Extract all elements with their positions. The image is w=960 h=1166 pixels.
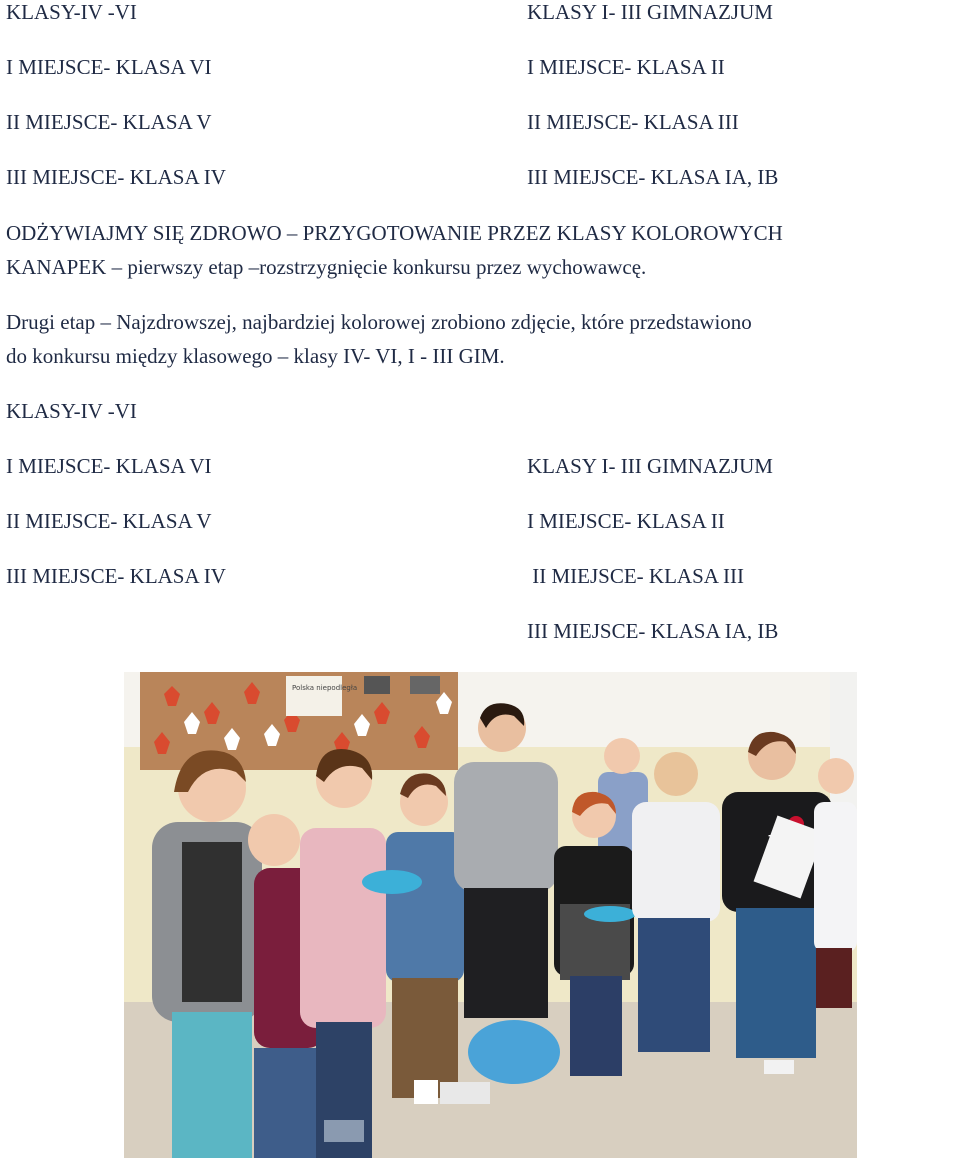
event-photo-illustration — [124, 672, 857, 1158]
paragraph-healthy-eating — [6, 216, 956, 284]
section2-right-item: III MIEJSCE- KLASA IA, IB — [527, 619, 779, 643]
section1-left-heading: KLASY-IV -VI — [6, 0, 137, 24]
section1-right-item: III MIEJSCE- KLASA IA, IB — [527, 165, 779, 189]
section2-left-item: II MIEJSCE- KLASA V — [6, 509, 212, 533]
board-note — [286, 676, 342, 716]
section1-left-item: I MIEJSCE- KLASA VI — [6, 55, 212, 79]
board-note-text: Polska niepodległa — [292, 684, 358, 692]
section2-left-heading: KLASY-IV -VI — [6, 399, 137, 423]
section1-right-item: I MIEJSCE- KLASA II — [527, 55, 725, 79]
paragraph-second-stage — [6, 305, 956, 373]
section2-left-item: III MIEJSCE- KLASA IV — [6, 564, 226, 588]
section2-right-heading: KLASY I- III GIMNAZJUM — [527, 454, 773, 478]
section1-right-heading: KLASY I- III GIMNAZJUM — [527, 0, 773, 24]
section2-right-item: II MIEJSCE- KLASA III — [527, 564, 744, 588]
section1-left-item: II MIEJSCE- KLASA V — [6, 110, 212, 134]
event-photo — [124, 672, 857, 1158]
section1-right-item: II MIEJSCE- KLASA III — [527, 110, 739, 134]
paragraph-line: Drugi etap – Najzdrowszej, najbardziej kolorowej zrobiono zdjęcie, które przedstawiono — [6, 310, 752, 334]
paragraph-line: ODŻYWIAJMY SIĘ ZDROWO – PRZYGOTOWANIE PRZEZ KLASY KOLOROWYCH — [6, 221, 783, 245]
paragraph-line: do konkursu między klasowego – klasy IV- VI, I - III GIM. — [6, 344, 505, 368]
section2-right-item: I MIEJSCE- KLASA II — [527, 509, 725, 533]
paragraph-line: KANAPEK – pierwszy etap –rozstrzygnięcie konkursu przez wychowawcę. — [6, 255, 647, 279]
section1-left-item: III MIEJSCE- KLASA IV — [6, 165, 226, 189]
section2-left-item: I MIEJSCE- KLASA VI — [6, 454, 212, 478]
